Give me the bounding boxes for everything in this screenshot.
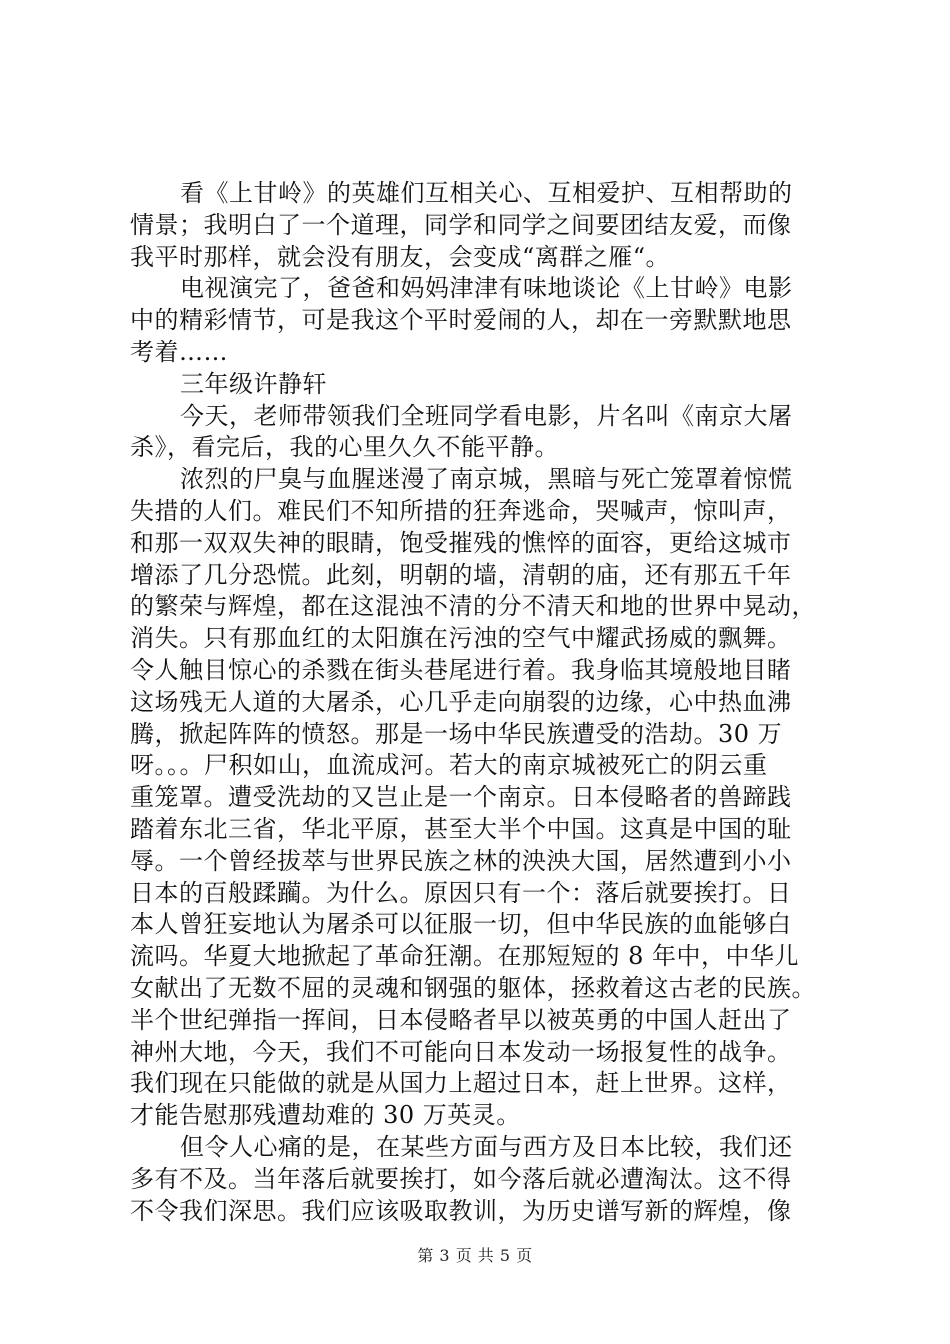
text-line: 我们现在只能做的就是从国力上超过日本，赶上世界。这样， bbox=[130, 1069, 792, 1098]
text-line: 中的精彩情节，可是我这个平时爱闹的人，却在一旁默默地思 bbox=[130, 306, 792, 335]
text-line: 三年级许静轩 bbox=[180, 369, 327, 398]
text-line: 才能告慰那残遭劫难的 30 万英灵。 bbox=[130, 1101, 521, 1130]
text-line: 辱。一个曾经拔萃与世界民族之林的泱泱大国，居然遭到小小 bbox=[130, 846, 792, 875]
text-line: 本人曾狂妄地认为屠杀可以征服一切，但中华民族的血能够白 bbox=[130, 910, 792, 939]
text-line: 增添了几分恐慌。此刻，明朝的墙，清朝的庙，还有那五千年 bbox=[130, 560, 792, 589]
text-line: 失措的人们。难民们不知所措的狂奔逃命，哭喊声，惊叫声， bbox=[130, 496, 792, 525]
text-line: 电视演完了，爸爸和妈妈津津有味地谈论《上甘岭》电影 bbox=[180, 274, 793, 303]
page-footer: 第 3 页 共 5 页 bbox=[417, 1246, 533, 1265]
text-line: 情景；我明白了一个道理，同学和同学之间要团结友爱，而像 bbox=[130, 210, 792, 239]
text-line: 的繁荣与辉煌，都在这混浊不清的分不清天和地的世界中晃动， bbox=[130, 592, 816, 621]
body-text bbox=[130, 178, 838, 1227]
text-line: 日本的百般蹂躏。为什么。原因只有一个：落后就要挨打。日 bbox=[130, 878, 792, 907]
text-line: 多有不及。当年落后就要挨打，如今落后就必遭淘汰。这不得 bbox=[130, 1164, 792, 1193]
text-line: 但令人心痛的是，在某些方面与西方及日本比较，我们还 bbox=[180, 1132, 793, 1161]
text-line: 这场残无人道的大屠杀，心几乎走向崩裂的边缘，心中热血沸 bbox=[130, 687, 792, 716]
text-line: 看《上甘岭》的英雄们互相关心、互相爱护、互相帮助的 bbox=[180, 179, 793, 207]
text-line: 浓烈的尸臭与血腥迷漫了南京城，黑暗与死亡笼罩着惊慌 bbox=[180, 465, 793, 494]
text-line: 我平时那样，就会没有朋友，会变成“离群之雁“。 bbox=[130, 242, 671, 271]
text-line: 踏着东北三省，华北平原，甚至大半个中国。这真是中国的耻 bbox=[130, 814, 792, 843]
text-line: 重笼罩。遭受洗劫的又岂止是一个南京。日本侵略者的兽蹄践 bbox=[130, 783, 792, 812]
text-line: 呀。。。尸积如山，血流成河。若大的南京城被死亡的阴云重 bbox=[130, 751, 768, 780]
text-line: 神州大地，今天，我们不可能向日本发动一场报复性的战争。 bbox=[130, 1037, 792, 1066]
text-line: 和那一双双失神的眼睛，饱受摧残的憔悴的面容，更给这城市 bbox=[130, 528, 792, 557]
text-line: 消失。只有那血红的太阳旗在污浊的空气中耀武扬威的飘舞。 bbox=[130, 624, 792, 653]
text-line: 不令我们深思。我们应该吸取教训，为历史谱写新的辉煌，像 bbox=[130, 1196, 792, 1225]
text-line: 考着…… bbox=[130, 337, 228, 366]
text-line: 今天，老师带领我们全班同学看电影，片名叫《南京大屠 bbox=[180, 401, 793, 430]
text-line: 杀》，看完后，我的心里久久不能平静。 bbox=[130, 433, 559, 462]
text-line: 半个世纪弹指一挥间，日本侵略者早以被英勇的中国人赶出了 bbox=[130, 1005, 792, 1034]
text-line: 流吗。华夏大地掀起了革命狂潮。在那短短的 8 年中，中华儿 bbox=[130, 942, 800, 971]
text-line: 令人触目惊心的杀戮在街头巷尾进行着。我身临其境般地目睹 bbox=[130, 655, 792, 684]
text-line: 女献出了无数不屈的灵魂和钢强的躯体，拯救着这古老的民族。 bbox=[130, 973, 816, 1002]
text-line: 腾，掀起阵阵的愤怒。那是一场中华民族遭受的浩劫。30 万 bbox=[130, 719, 783, 748]
